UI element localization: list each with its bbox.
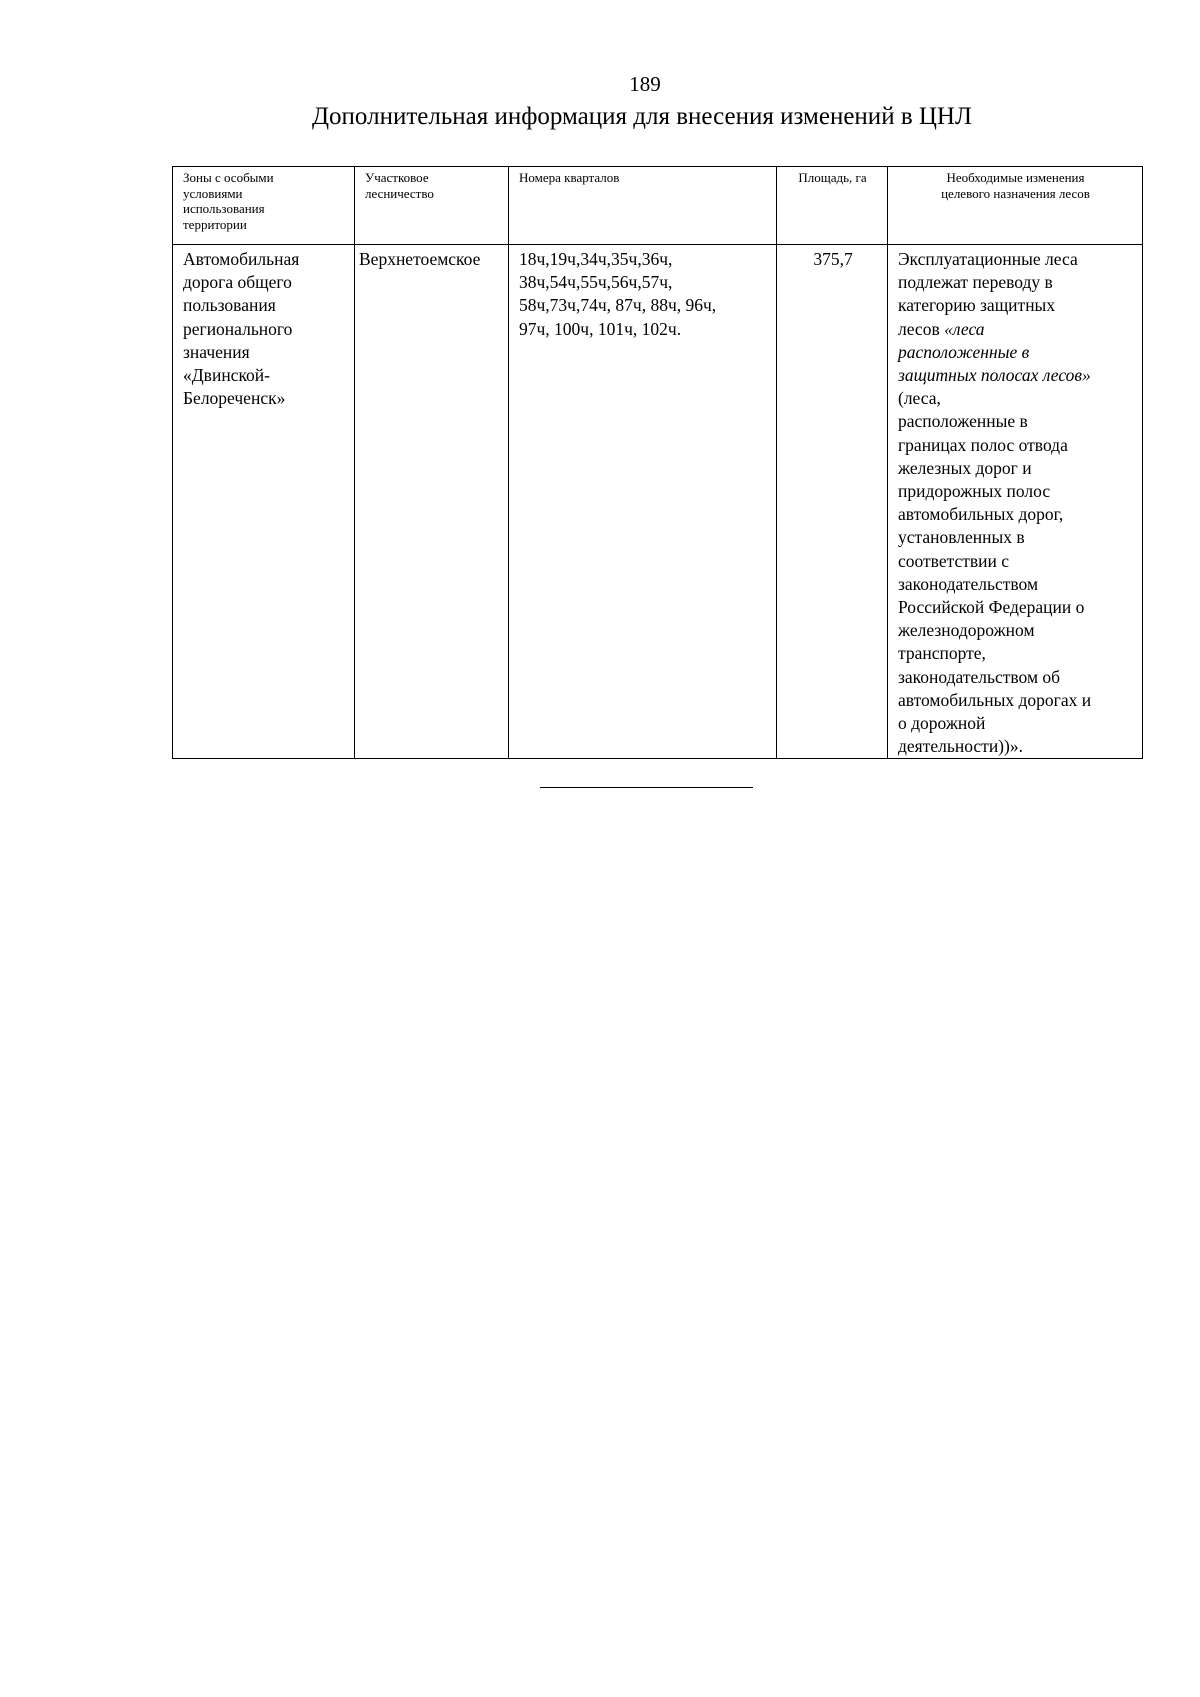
zone-line: Белореченск» <box>183 388 286 409</box>
changes-line: автомобильных дорогах и <box>898 689 1092 710</box>
changes-line: автомобильных дорог, <box>898 504 1064 525</box>
forest-change-table <box>172 166 1143 759</box>
changes-line: законодательством <box>898 573 1039 594</box>
zone-line: пользования <box>183 295 276 316</box>
header-changes-line: Необходимые изменения <box>946 170 1085 185</box>
cell-area <box>777 245 888 759</box>
changes-line: (леса, <box>898 388 941 409</box>
page-title: Дополнительная информация для внесения изменений в ЦНЛ <box>312 103 972 130</box>
changes-italic-line: расположенные в <box>898 341 1030 362</box>
changes-line: о дорожной <box>898 713 986 734</box>
changes-line: границах полос отвода <box>898 434 1068 455</box>
changes-line: установленных в <box>898 527 1025 548</box>
changes-italic-line: защитных полосах лесов» <box>898 365 1091 386</box>
header-forestry-line: Участковое <box>365 170 429 185</box>
cell-changes <box>888 245 1143 759</box>
zone-line: дорога общего <box>183 272 292 293</box>
changes-line: железнодорожном <box>898 620 1035 641</box>
header-zone-line: использования <box>183 201 265 216</box>
header-quarters-label: Номера кварталов <box>519 170 620 185</box>
header-forestry <box>355 167 509 245</box>
header-changes <box>888 167 1143 245</box>
cell-zone <box>173 245 355 759</box>
table-row <box>173 245 1143 759</box>
zone-line: значения <box>183 341 250 362</box>
changes-line: придорожных полос <box>898 481 1051 502</box>
quarters-line: 38ч,54ч,55ч,56ч,57ч, <box>519 272 673 293</box>
changes-line: расположенные в <box>898 411 1028 432</box>
changes-line: категорию защитных <box>898 295 1056 316</box>
header-zone-line: условиями <box>183 185 243 201</box>
header-changes-line: целевого назначения лесов <box>941 185 1090 201</box>
changes-line: железных дорог и <box>898 457 1032 478</box>
cell-forestry <box>355 245 509 759</box>
zone-line: регионального <box>183 318 293 339</box>
area-value: 375,7 <box>813 249 853 269</box>
page-number: 189 <box>629 72 661 96</box>
header-zone-line: территории <box>183 216 247 232</box>
header-area-label: Площадь, га <box>798 170 867 185</box>
changes-prefix: лесов <box>898 318 945 339</box>
changes-line-mixed <box>898 318 1134 341</box>
changes-line: деятельности))». <box>898 736 1023 757</box>
quarters-line: 97ч, 100ч, 101ч, 102ч. <box>519 318 682 339</box>
changes-line: Эксплуатационные леса <box>898 249 1078 269</box>
changes-line: соответствии с <box>898 550 1010 571</box>
changes-line: транспорте, <box>898 643 986 664</box>
bottom-rule <box>540 787 753 788</box>
header-forestry-line: лесничество <box>365 185 434 201</box>
forestry-name: Верхнетоемское <box>359 249 481 269</box>
changes-line: законодательством об <box>898 666 1061 687</box>
changes-line: подлежат переводу в <box>898 272 1053 293</box>
header-area <box>777 167 888 245</box>
cell-quarters <box>509 245 777 759</box>
quarters-line: 18ч,19ч,34ч,35ч,36ч, <box>519 249 673 269</box>
table-header-row <box>173 167 1143 245</box>
zone-line: «Двинской- <box>183 365 271 386</box>
quarters-line: 58ч,73ч,74ч, 87ч, 88ч, 96ч, <box>519 295 717 316</box>
header-zone-line: Зоны с особыми <box>183 170 274 185</box>
header-zone <box>173 167 355 245</box>
zone-line: Автомобильная <box>183 249 300 269</box>
changes-italic-start: «леса <box>944 318 985 339</box>
changes-line: Российской Федерации о <box>898 597 1085 618</box>
header-quarters <box>509 167 777 245</box>
